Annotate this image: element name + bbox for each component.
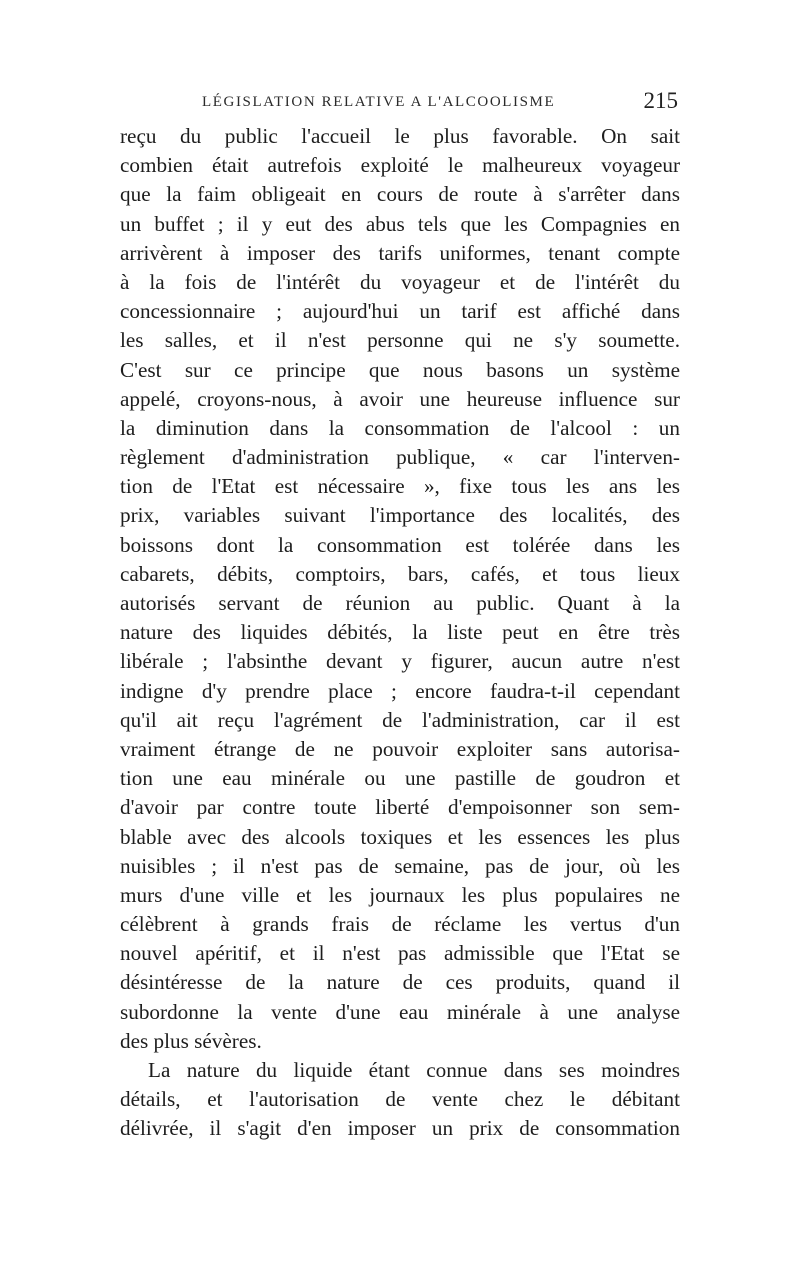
- text-line: règlement d'administration publique, « car l'interven-: [120, 445, 680, 470]
- text-line: combien était autrefois exploité le malheureux voyageur: [120, 153, 680, 178]
- text-line: indigne d'y prendre place ; encore faudra-t-il cependant: [120, 678, 680, 703]
- text-line: appelé, croyons-nous, à avoir une heureuse influence sur: [120, 386, 680, 411]
- text-line: reçu du public l'accueil le plus favorable. On sait: [120, 124, 680, 148]
- body-text: [120, 122, 680, 1144]
- text-line: cabarets, débits, comptoirs, bars, cafés, et tous lieux: [120, 561, 680, 586]
- text-line: nature des liquides débités, la liste peut en être très: [120, 620, 680, 645]
- text-line: à la fois de l'intérêt du voyageur et de l'intérêt du: [120, 269, 680, 294]
- text-line: délivrée, il s'agit d'en imposer un prix de consommation: [120, 1116, 680, 1141]
- text-line: boissons dont la consommation est tolérée dans les: [120, 532, 680, 557]
- paragraphs: [120, 122, 680, 1144]
- text-line: blable avec des alcools toxiques et les essences les plus: [120, 824, 680, 849]
- text-line: nuisibles ; il n'est pas de semaine, pas de jour, où les: [120, 853, 680, 878]
- running-title: LÉGISLATION RELATIVE A L'ALCOOLISME: [202, 94, 556, 110]
- text-line: concessionnaire ; aujourd'hui un tarif est affiché dans: [120, 299, 680, 324]
- text-line: prix, variables suivant l'importance des localités, des: [120, 503, 680, 528]
- text-line: libérale ; l'absinthe devant y figurer, aucun autre n'est: [120, 649, 680, 674]
- page-number: 215: [643, 88, 678, 113]
- text-line: célèbrent à grands frais de réclame les vertus d'un: [120, 912, 680, 937]
- text-line: désintéresse de la nature de ces produits, quand il: [120, 970, 680, 995]
- text-line: des plus sévères.: [120, 1028, 262, 1053]
- text-line: tion de l'Etat est nécessaire », fixe tous les ans les: [120, 474, 680, 499]
- running-head: [120, 88, 680, 116]
- text-line: C'est sur ce principe que nous basons un système: [120, 357, 680, 382]
- text-line: la diminution dans la consommation de l'alcool : un: [120, 415, 680, 440]
- text-line: nouvel apéritif, et il n'est pas admissible que l'Etat se: [120, 941, 680, 966]
- text-line: murs d'une ville et les journaux les plus populaires ne: [120, 882, 680, 907]
- text-line: La nature du liquide étant connue dans ses moindres: [148, 1058, 680, 1082]
- paragraph: [120, 1056, 680, 1144]
- text-line: les salles, et il n'est personne qui ne s'y soumette.: [120, 328, 680, 353]
- text-line: d'avoir par contre toute liberté d'empoisonner son sem-: [120, 795, 680, 820]
- text-line: tion une eau minérale ou une pastille de goudron et: [120, 766, 680, 791]
- text-line: détails, et l'autorisation de vente chez le débitant: [120, 1087, 680, 1112]
- text-line: subordonne la vente d'une eau minérale à une analyse: [120, 999, 680, 1024]
- paragraph: [120, 122, 680, 1056]
- text-line: un buffet ; il y eut des abus tels que les Compagnies en: [120, 211, 680, 236]
- text-line: qu'il ait reçu l'agrément de l'administration, car il est: [120, 707, 680, 732]
- text-line: vraiment étrange de ne pouvoir exploiter sans autorisa-: [120, 736, 680, 761]
- text-line: que la faim obligeait en cours de route à s'arrêter dans: [120, 182, 680, 207]
- text-line: autorisés servant de réunion au public. Quant à la: [120, 591, 680, 615]
- text-line: arrivèrent à imposer des tarifs uniformes, tenant compte: [120, 240, 680, 265]
